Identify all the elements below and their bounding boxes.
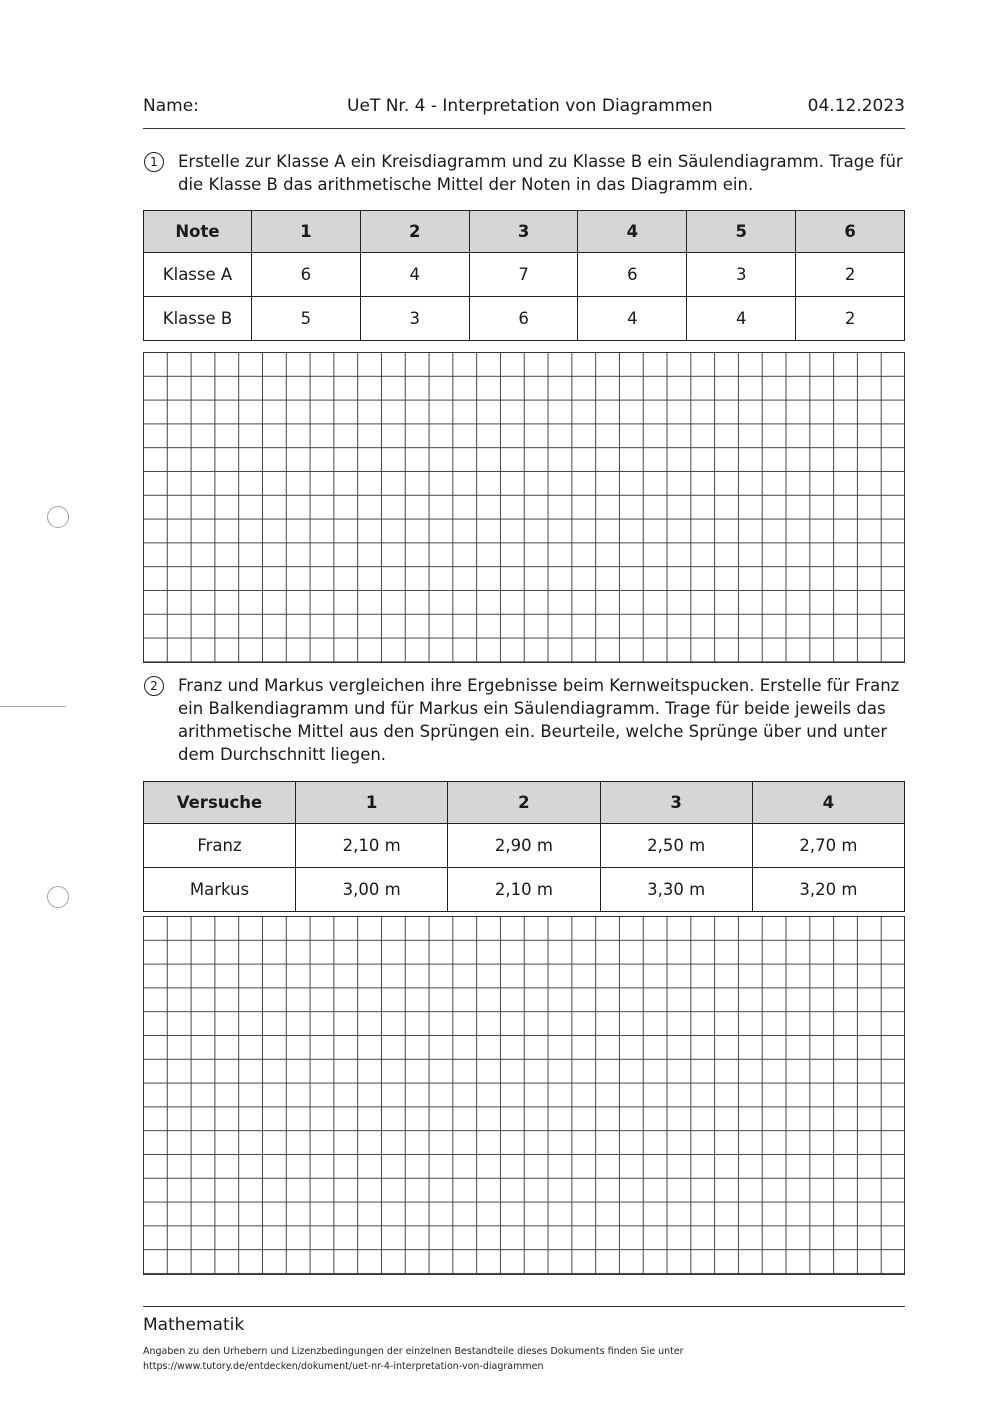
footer-license-line-1: Angaben zu den Urhebern und Lizenzbedingungen der einzelnen Bestandteile dieses Dokuments finden Sie unter xyxy=(143,1346,684,1357)
table-cell: Klasse B xyxy=(144,297,252,341)
document-title: UeT Nr. 4 - Interpretation von Diagrammen xyxy=(347,96,713,116)
table-cell: 3,30 m xyxy=(600,868,752,912)
table-header-cell: 3 xyxy=(600,782,752,824)
task-2-text-line-2: ein Balkendiagramm und für Markus ein Säulendiagramm. Trage für beide jeweils das xyxy=(178,699,886,718)
table-cell: 5 xyxy=(252,297,361,341)
punch-hole-marker-bottom xyxy=(47,886,69,908)
table-cell: 6 xyxy=(252,253,361,297)
task-1-text-line-2: die Klasse B das arithmetische Mittel der Noten in das Diagramm ein. xyxy=(178,175,754,194)
table-header-cell: 1 xyxy=(252,211,361,253)
table-header-cell: Versuche xyxy=(144,782,296,824)
jumps-table xyxy=(143,781,905,912)
footer-subject: Mathematik xyxy=(143,1315,245,1335)
header-divider xyxy=(143,128,905,129)
table-header-cell: 2 xyxy=(448,782,600,824)
table-row xyxy=(144,824,905,868)
table-row xyxy=(144,297,905,341)
table-cell: 2 xyxy=(796,253,905,297)
name-label: Name: xyxy=(143,96,199,116)
table-cell: 2,90 m xyxy=(448,824,600,868)
table-cell: 2,10 m xyxy=(296,824,448,868)
table-cell: Klasse A xyxy=(144,253,252,297)
task-2-text-line-4: dem Durchschnitt liegen. xyxy=(178,745,387,764)
table-cell: 3 xyxy=(360,297,469,341)
jumps-table-header-row xyxy=(144,782,905,824)
table-header-cell: 3 xyxy=(469,211,578,253)
task-1-text-line-1: Erstelle zur Klasse A ein Kreisdiagramm und zu Klasse B ein Säulendiagramm. Trage für xyxy=(178,152,903,171)
table-header-cell: 1 xyxy=(296,782,448,824)
table-cell: 3,00 m xyxy=(296,868,448,912)
table-cell: 2 xyxy=(796,297,905,341)
document-date: 04.12.2023 xyxy=(807,96,905,116)
table-cell: 2,70 m xyxy=(752,824,904,868)
grades-table-header-row xyxy=(144,211,905,253)
table-row xyxy=(144,253,905,297)
table-cell: 2,10 m xyxy=(448,868,600,912)
task-1-number: 1 xyxy=(144,152,164,172)
table-header-cell: 6 xyxy=(796,211,905,253)
table-cell: 7 xyxy=(469,253,578,297)
task-2-text-line-3: arithmetische Mittel aus den Sprüngen ein. Beurteile, welche Sprünge über und unter xyxy=(178,722,888,741)
punch-hole-marker-top xyxy=(47,506,69,528)
table-row xyxy=(144,868,905,912)
table-cell: 4 xyxy=(578,297,687,341)
grades-table xyxy=(143,210,905,341)
table-header-cell: 4 xyxy=(578,211,687,253)
task-2-number: 2 xyxy=(144,676,164,696)
footer-divider xyxy=(143,1306,905,1307)
table-cell: 2,50 m xyxy=(600,824,752,868)
table-header-cell: 4 xyxy=(752,782,904,824)
fold-mark xyxy=(0,706,66,707)
task-1-grid-answer-area[interactable] xyxy=(143,352,905,663)
table-cell: 3,20 m xyxy=(752,868,904,912)
table-cell: Franz xyxy=(144,824,296,868)
table-cell: 6 xyxy=(578,253,687,297)
table-cell: 4 xyxy=(687,297,796,341)
table-header-cell: 2 xyxy=(360,211,469,253)
table-cell: 3 xyxy=(687,253,796,297)
task-2-text-line-1: Franz und Markus vergleichen ihre Ergebnisse beim Kernweitspucken. Erstelle für Franz xyxy=(178,676,900,695)
footer-license-url[interactable]: https://www.tutory.de/entdecken/dokument/uet-nr-4-interpretation-von-diagrammen xyxy=(143,1361,544,1372)
table-cell: Markus xyxy=(144,868,296,912)
table-cell: 4 xyxy=(360,253,469,297)
table-cell: 6 xyxy=(469,297,578,341)
table-header-cell: Note xyxy=(144,211,252,253)
task-2-grid-answer-area[interactable] xyxy=(143,916,905,1275)
table-header-cell: 5 xyxy=(687,211,796,253)
